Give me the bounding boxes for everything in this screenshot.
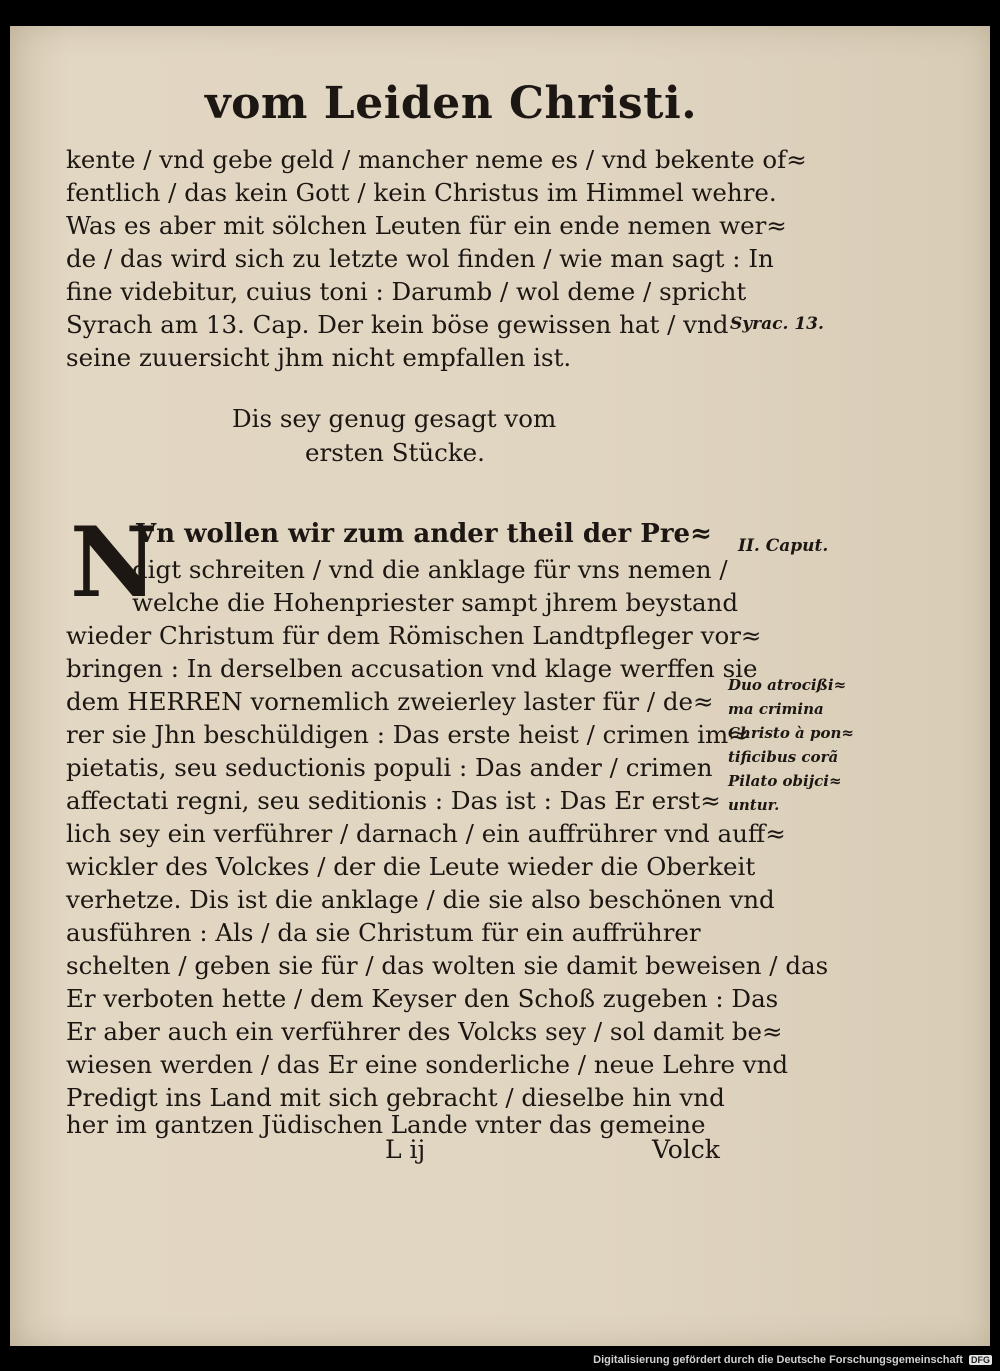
text-line: schelten / geben sie für / das wolten sie damit beweisen / das — [66, 951, 829, 980]
text-line: dem HERREN vornemlich zweierley laster für / de≈ — [66, 687, 714, 716]
section-heading-line: ersten Stücke. — [305, 438, 485, 467]
text-line: welche die Hohenpriester sampt jhrem beystand — [132, 588, 739, 617]
text-line: seine zuuersicht jhm nicht empfallen ist. — [66, 343, 572, 372]
text-line: verhetze. Dis ist die anklage / die sie also beschönen vnd — [66, 885, 775, 914]
text-line: kente / vnd gebe geld / mancher neme es / vnd bekente of≈ — [66, 145, 807, 174]
text-line: fentlich / das kein Gott / kein Christus im Himmel wehre. — [66, 178, 777, 207]
text-line: Er aber auch ein verführer des Volcks sey / sol damit be≈ — [66, 1017, 783, 1046]
text-line: affectati regni, seu seditionis : Das ist : Das Er erst≈ — [66, 786, 721, 815]
text-line: Er verboten hette / dem Keyser den Schoß zugeben : Das — [66, 984, 779, 1013]
marginal-note-line: ma crimina — [728, 700, 824, 718]
text-line: Vn wollen wir zum ander theil der Pre≈ — [136, 519, 712, 549]
text-line: bringen : In derselben accusation vnd klage werffen sie — [66, 654, 758, 683]
marginal-note-line: Duo atrocißi≈ — [728, 676, 847, 694]
text-line: Predigt ins Land mit sich gebracht / dieselbe hin vnd — [66, 1083, 725, 1112]
text-line: pietatis, seu seductionis populi : Das ander / crimen — [66, 753, 713, 782]
text-line: wieder Christum für dem Römischen Landtpfleger vor≈ — [66, 621, 762, 650]
marginal-note-line: tificibus corã — [728, 748, 839, 766]
text-line: fine videbitur, cuius toni : Darumb / wol deme / spricht — [66, 277, 747, 306]
running-header: vom Leiden Christi. — [205, 78, 698, 129]
text-line: Syrach am 13. Cap. Der kein böse gewissen hat / vnd — [66, 310, 729, 339]
text-line: wickler des Volckes / der die Leute wieder die Oberkeit — [66, 852, 756, 881]
text-line: Was es aber mit sölchen Leuten für ein ende nemen wer≈ — [66, 211, 787, 240]
signature-mark: L ij — [385, 1135, 426, 1164]
text-line: lich sey ein verführer / darnach / ein auffrührer vnd auff≈ — [66, 819, 786, 848]
decorated-initial: N — [70, 506, 158, 619]
dfg-logo-icon: DFG — [971, 1355, 990, 1365]
marginal-note-line: Christo à pon≈ — [728, 724, 854, 742]
catchword: Volck — [652, 1135, 720, 1164]
marginal-note-line: Pilato obijci≈ — [728, 772, 842, 790]
text-line: de / das wird sich zu letzte wol finden / wie man sagt : In — [66, 244, 774, 273]
text-line: wiesen werden / das Er eine sonderliche / neue Lehre vnd — [66, 1050, 789, 1079]
text-line: rer sie Jhn beschüldigen : Das erste heist / crimen im≈ — [66, 720, 749, 749]
text-line: ausführen : Als / da sie Christum für ein auffrührer — [66, 918, 701, 947]
text-line: her im gantzen Jüdischen Lande vnter das gemeine — [66, 1110, 706, 1139]
section-heading-line: Dis sey genug gesagt vom — [232, 404, 557, 433]
text-line: digt schreiten / vnd die anklage für vns nemen / — [132, 555, 728, 584]
digitization-credit — [593, 1354, 992, 1366]
credit-text: Digitalisierung gefördert durch die Deutsche Forschungsgemeinschaft — [593, 1354, 963, 1366]
marginal-note-syrac: Syrac. 13. — [730, 314, 824, 334]
marginal-note-line: untur. — [728, 796, 780, 814]
marginal-note-caput: II. Caput. — [738, 536, 829, 556]
